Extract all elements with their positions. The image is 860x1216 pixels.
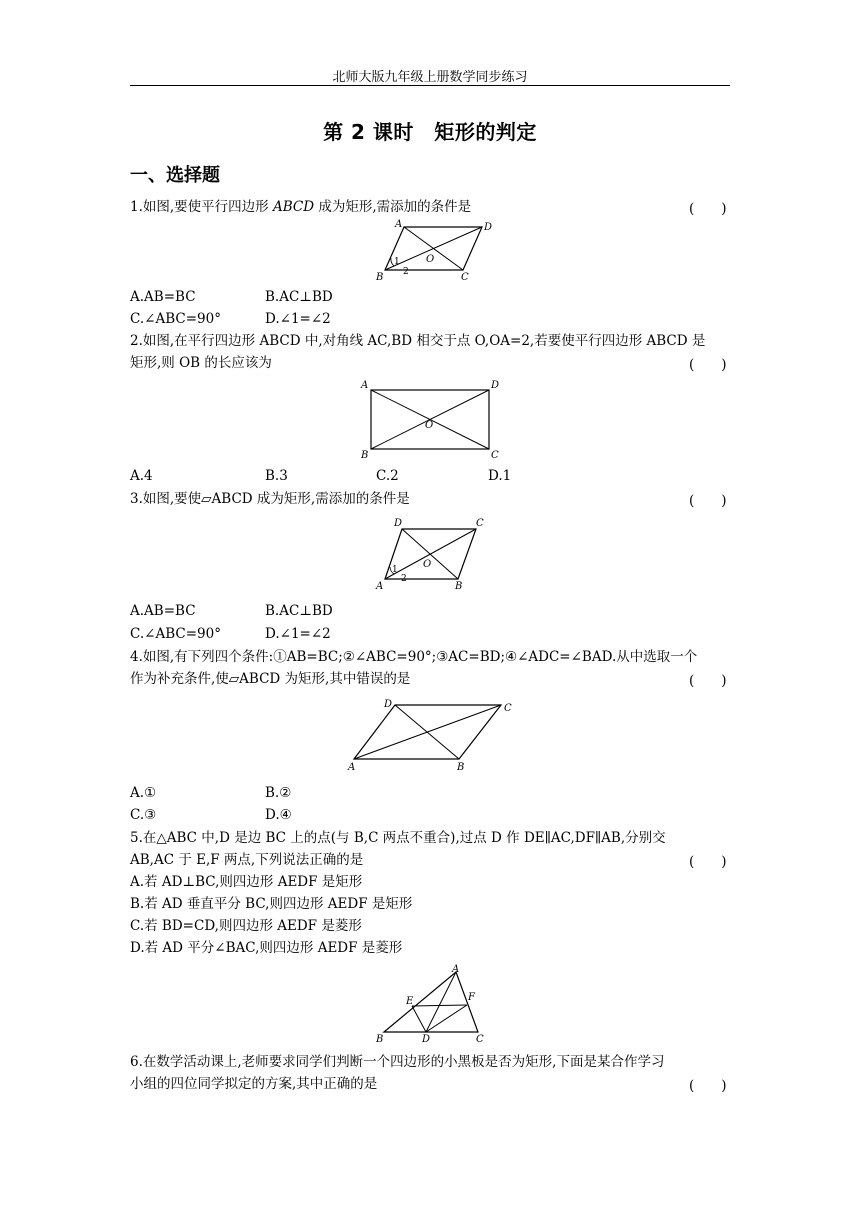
q1-label-C: C — [461, 272, 469, 283]
q3-answer-blank[interactable]: ( ) — [689, 493, 727, 509]
q2-label-D: D — [491, 380, 500, 391]
q4-option-c[interactable]: C.③ — [130, 807, 157, 823]
q2-label-B: B — [361, 450, 369, 461]
q1-label-2: 2 — [403, 267, 409, 277]
q5-answer-blank[interactable]: ( ) — [689, 854, 727, 870]
q2-stem-line1: 2.如图,在平行四边形 ABCD 中,对角线 AC,BD 相交于点 O,OA=2,若要使平行四边形 ABCD 是 — [130, 333, 706, 349]
q1-label-O: O — [426, 254, 435, 265]
q6-answer-blank[interactable]: ( ) — [689, 1078, 727, 1094]
q3-label-2: 2 — [401, 574, 407, 584]
q3-label-A: A — [376, 581, 384, 592]
q6-stem-line1: 6.在数学活动课上,老师要求同学们判断一个四边形的小黑板是否为矩形,下面是某合作学习 — [130, 1054, 665, 1070]
q3-option-a[interactable]: A.AB=BC — [130, 603, 196, 619]
q2-label-C: C — [491, 450, 499, 461]
q5-label-C: C — [476, 1034, 484, 1045]
q3-option-b[interactable]: B.AC⊥BD — [265, 603, 333, 619]
q4-option-a[interactable]: A.① — [130, 785, 157, 801]
q5-stem-line2: AB,AC 于 E,F 两点,下列说法正确的是 — [130, 852, 364, 868]
q3-option-d[interactable]: D.∠1=∠2 — [265, 626, 331, 642]
q5-label-E: E — [406, 996, 414, 1007]
q2-option-b[interactable]: B.3 — [265, 468, 288, 484]
q1-figure — [370, 218, 493, 284]
q1-option-c[interactable]: C.∠ABC=90° — [130, 311, 221, 327]
page-header: 北师大版九年级上册数学同步练习 — [332, 70, 528, 85]
q1-label-B: B — [376, 272, 384, 283]
q5-label-B: B — [376, 1034, 384, 1045]
q5-option-b[interactable]: B.若 AD 垂直平分 BC,则四边形 AEDF 是矩形 — [130, 896, 413, 912]
q3-stem: 3.如图,要使▱ABCD 成为矩形,需添加的条件是 — [130, 491, 410, 507]
q5-figure — [370, 962, 490, 1046]
q5-label-A: A — [452, 964, 460, 975]
q4-stem-line2: 作为补充条件,使▱ABCD 为矩形,其中错误的是 — [130, 671, 411, 687]
q2-answer-blank[interactable]: ( ) — [689, 357, 727, 373]
q5-option-a[interactable]: A.若 AD⊥BC,则四边形 AEDF 是矩形 — [130, 874, 363, 890]
q4-label-D: D — [384, 699, 393, 710]
q1-stem-pre: 1.如图,要使平行四边形 — [130, 199, 273, 215]
q3-option-c[interactable]: C.∠ABC=90° — [130, 626, 221, 642]
q1-stem-em: ABCD — [272, 199, 315, 215]
q4-label-B: B — [457, 762, 465, 773]
q2-figure — [358, 376, 506, 462]
q1-stem-post: 成为矩形,需添加的条件是 — [314, 199, 472, 215]
q4-stem-line1: 4.如图,有下列四个条件:①AB=BC;②∠ABC=90°;③AC=BD;④∠ADC=∠BAD.从中选取一个 — [130, 649, 698, 665]
q2-label-A: A — [361, 380, 369, 391]
q2-label-O: O — [425, 420, 434, 431]
q5-label-D: D — [422, 1034, 431, 1045]
q3-label-1: 1 — [392, 565, 398, 575]
q3-figure — [370, 512, 490, 592]
q1-option-d[interactable]: D.∠1=∠2 — [265, 311, 331, 327]
q2-stem-line2: 矩形,则 OB 的长应该为 — [130, 355, 272, 371]
q5-stem-line1: 5.在△ABC 中,D 是边 BC 上的点(与 B,C 两点不重合),过点 D 作 DE∥AC,DF∥AB,分别交 — [130, 830, 666, 846]
q1-option-b[interactable]: B.AC⊥BD — [265, 289, 333, 305]
q5-label-F: F — [468, 992, 475, 1003]
q1-label-D: D — [484, 222, 493, 233]
q4-label-A: A — [348, 762, 356, 773]
q2-option-c[interactable]: C.2 — [376, 468, 399, 484]
q4-option-b[interactable]: B.② — [265, 785, 292, 801]
q4-answer-blank[interactable]: ( ) — [689, 673, 727, 689]
q4-figure — [340, 695, 520, 775]
q1-option-a[interactable]: A.AB=BC — [130, 289, 196, 305]
q2-option-d[interactable]: D.1 — [488, 468, 512, 484]
q1-stem — [130, 197, 471, 217]
lesson-title: 第 2 课时 矩形的判定 — [323, 120, 537, 144]
q2-option-a[interactable]: A.4 — [130, 468, 153, 484]
section-heading: 一、选择题 — [130, 165, 220, 186]
q3-label-C: C — [476, 518, 484, 529]
q1-label-1: 1 — [394, 257, 400, 267]
q1-label-A: A — [395, 219, 403, 230]
q3-label-O: O — [423, 559, 432, 570]
q5-option-d[interactable]: D.若 AD 平分∠BAC,则四边形 AEDF 是菱形 — [130, 940, 403, 956]
header-divider — [130, 85, 730, 86]
q3-label-B: B — [455, 581, 463, 592]
q4-label-C: C — [504, 703, 512, 714]
q6-stem-line2: 小组的四位同学拟定的方案,其中正确的是 — [130, 1076, 378, 1092]
q3-label-D: D — [394, 518, 403, 529]
q5-option-c[interactable]: C.若 BD=CD,则四边形 AEDF 是菱形 — [130, 918, 362, 934]
q4-option-d[interactable]: D.④ — [265, 807, 292, 823]
q1-answer-blank[interactable]: ( ) — [689, 201, 727, 217]
